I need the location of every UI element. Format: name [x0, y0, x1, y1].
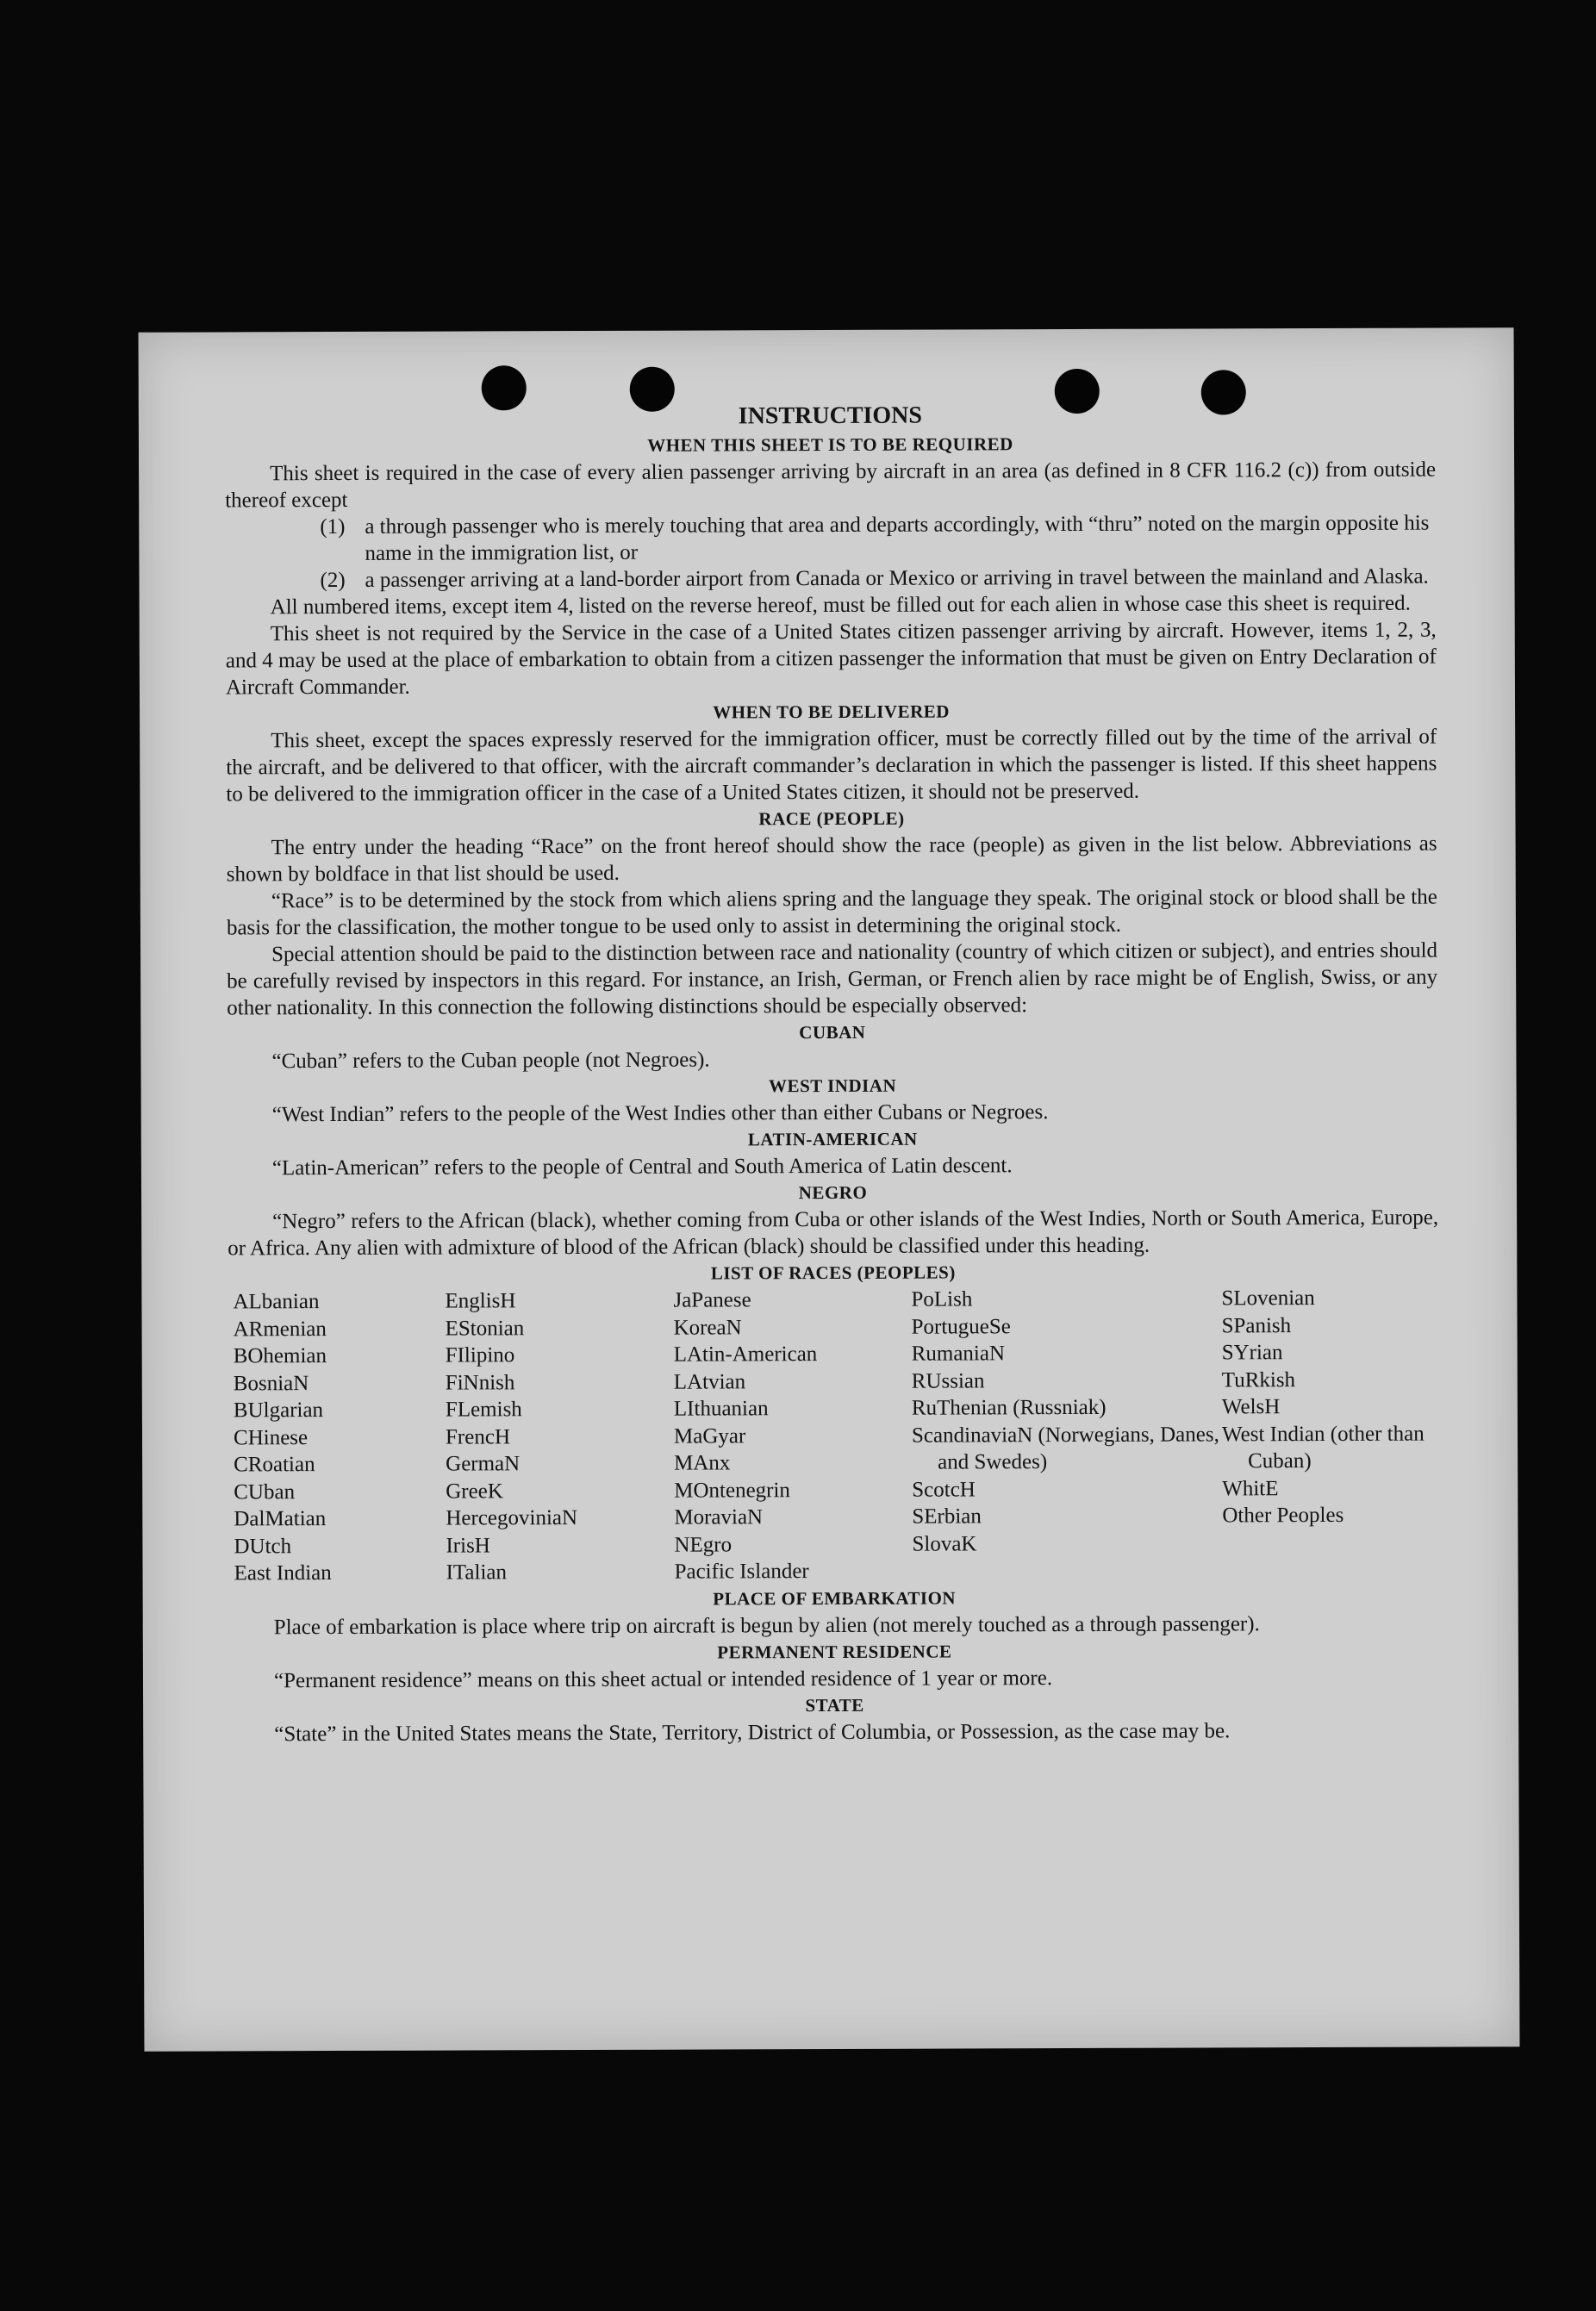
section-heading-latin-american: LATIN-AMERICAN: [747, 1128, 918, 1150]
list-item: TuRkish: [1221, 1367, 1296, 1392]
list-item: RumaniaN: [911, 1342, 1006, 1366]
list-item: [225, 510, 1436, 568]
paragraph: This sheet, except the spaces expressly reserved for the immigration officer, must be correctly filled out by the time of the arrival of the aircraft, and be delivered to that officer, with the aircraft commander’s declaration in which the passenger is listed. If this sheet happens to be delivered to the immigration officer in the case of a United States citizen, it should not be preserved.: [226, 725, 1437, 807]
list-item: LAtvian: [673, 1369, 746, 1394]
section-heading-cuban: CUBAN: [799, 1021, 866, 1043]
list-item: GreeK: [446, 1479, 503, 1504]
list-item: WhitE: [1222, 1476, 1279, 1500]
paragraph: All numbered items, except item 4, listed on the reverse hereof, must be filled out for each alien in whose case this sheet is required.: [270, 591, 1411, 620]
paragraph: “Permanent residence” means on this sheet actual or intended residence of 1 year or more.: [273, 1666, 1053, 1692]
item-text: a passenger arriving at a land-border airport from Canada or Mexico or arriving in travel between the mainland and Alaska.: [365, 564, 1429, 592]
item-text: a through passenger who is merely touching that area and departs accordingly, with “thru” noted on the margin opposite his name in the immigration list, or: [365, 511, 1430, 565]
list-item: SLovenian: [1221, 1286, 1315, 1311]
list-item: BOhemian: [233, 1344, 327, 1368]
races-column: [445, 1287, 674, 1586]
document-sheet: [139, 327, 1520, 2052]
list-item: CHinese: [233, 1425, 309, 1449]
list-item: MaGyar: [673, 1423, 746, 1448]
list-item: NEgro: [674, 1532, 733, 1557]
paragraph: Special attention should be paid to the distinction between race and nationality (country of which citizen or subject), and entries should be carefully revised by inspectors in this regard. For instance, an Irish, German, or French alien by race might be of English, Swiss, or any other nationality. In this connection the following distinctions should be especially observed:: [227, 938, 1438, 1020]
races-list: [233, 1285, 1439, 1587]
list-item: IrisH: [446, 1533, 490, 1558]
list-item: SlovaK: [912, 1531, 977, 1556]
list-item: RUssian: [911, 1368, 985, 1393]
list-item: FIlipino: [445, 1343, 515, 1367]
list-item: SPanish: [1221, 1313, 1292, 1337]
paragraph: “Negro” refers to the African (black), whether coming from Cuba or other islands of the West Indies, North or South America, Europe, or Africa. Any alien with admixture of blood of the African (black) should be classified under this heading.: [228, 1205, 1439, 1261]
paragraph: This sheet is not required by the Service in the case of a United States citizen passenger arriving by aircraft. However, items 1, 2, 3, and 4 may be used at the place of embarkation to obtain from a citizen passenger the information that must be given on Entry Declaration of Aircraft Commander.: [225, 618, 1437, 700]
list-item: WelsH: [1221, 1395, 1281, 1419]
section-heading-when-required: WHEN THIS SHEET IS TO BE REQUIRED: [647, 433, 1013, 456]
list-item: LIthuanian: [673, 1397, 769, 1421]
paragraph: “Latin-American” refers to the people of Central and South America of Latin descent.: [271, 1154, 1013, 1180]
list-item: ScotcH: [912, 1477, 976, 1502]
list-item: HercegoviniaN: [446, 1506, 578, 1530]
list-item: EStonian: [445, 1316, 525, 1341]
item-number: (1): [320, 514, 346, 539]
list-item: PoLish: [911, 1287, 973, 1311]
section-heading-west-indian: WEST INDIAN: [768, 1075, 897, 1097]
list-item: LAtin-American: [673, 1342, 818, 1367]
list-item: BosniaN: [233, 1371, 309, 1395]
list-item: MOntenegrin: [674, 1478, 790, 1503]
races-column: [233, 1288, 446, 1587]
list-item: ITalian: [446, 1560, 508, 1585]
list-item: SErbian: [912, 1504, 982, 1529]
list-item: West Indian (other than Cuban): [1221, 1422, 1425, 1473]
list-item: Pacific Islander: [674, 1560, 809, 1584]
list-item: GermaN: [446, 1452, 521, 1476]
list-item: East Indian: [234, 1561, 332, 1585]
item-number: (2): [320, 568, 346, 593]
list-item: FLemish: [445, 1398, 522, 1422]
list-item: RuThenian (Russniak): [911, 1395, 1107, 1420]
list-item: ARmenian: [233, 1317, 327, 1341]
list-item: KoreaN: [673, 1315, 742, 1340]
list-item: [225, 564, 1436, 595]
list-item: FrencH: [445, 1424, 511, 1449]
paragraph: The entry under the heading “Race” on the front hereof should show the race (people) as given in the list below. Abbreviations as shown by boldface in that list should be used.: [226, 832, 1437, 887]
section-heading-list-of-races: LIST OF RACES (PEOPLES): [710, 1261, 956, 1284]
list-item: DalMatian: [234, 1507, 327, 1531]
list-item: PortugueSe: [911, 1314, 1011, 1339]
section-heading-when-delivered: WHEN TO BE DELIVERED: [713, 701, 950, 723]
section-heading-embarkation: PLACE OF EMBARKATION: [713, 1586, 957, 1609]
instructions-body: [225, 399, 1440, 1747]
list-item: SYrian: [1221, 1341, 1283, 1365]
paragraph: “State” in the United States means the State, Territory, District of Columbia, or Possession, as the case may be.: [274, 1718, 1231, 1746]
list-item: ScandinaviaN (Norwegians, Danes, and Swedes): [911, 1422, 1219, 1474]
list-item: Other Peoples: [1222, 1503, 1344, 1528]
list-item: CRoatian: [234, 1453, 315, 1477]
section-heading-residence: PERMANENT RESIDENCE: [717, 1641, 952, 1662]
section-heading-negro: NEGRO: [798, 1181, 868, 1204]
races-column: [911, 1285, 1222, 1585]
list-item: BUlgarian: [233, 1398, 324, 1423]
section-heading-race: RACE (PEOPLE): [758, 807, 905, 830]
list-item: ALbanian: [233, 1290, 320, 1314]
list-item: FiNnish: [445, 1370, 515, 1395]
paragraph: “Race” is to be determined by the stock from which aliens spring and the language they speak. The original stock or blood shall be the basis for the classification, the mother tongue to be used only to assist in determining the original stock.: [226, 885, 1437, 940]
paragraph: This sheet is required in the case of every alien passenger arriving by aircraft in an area (as defined in 8 CFR 116.2 (c)) from outside thereof except: [225, 458, 1437, 513]
list-item: MoraviaN: [674, 1505, 764, 1529]
paragraph: Place of embarkation is place where trip on aircraft is begun by alien (not merely touched as a through passenger).: [273, 1611, 1260, 1639]
paragraph: “Cuban” refers to the Cuban people (not Negroes).: [271, 1048, 710, 1074]
section-heading-state: STATE: [805, 1694, 864, 1716]
page-title: INSTRUCTIONS: [738, 402, 922, 430]
list-item: EnglisH: [445, 1289, 516, 1313]
races-column: [1221, 1285, 1444, 1584]
paragraph: “West Indian” refers to the people of the West Indies other than either Cubans or Negroes.: [271, 1100, 1049, 1127]
list-item: MAnx: [674, 1451, 731, 1475]
list-item: DUtch: [234, 1534, 292, 1558]
list-item: CUban: [234, 1479, 296, 1504]
races-column: [673, 1286, 912, 1585]
list-item: JaPanese: [673, 1288, 751, 1312]
